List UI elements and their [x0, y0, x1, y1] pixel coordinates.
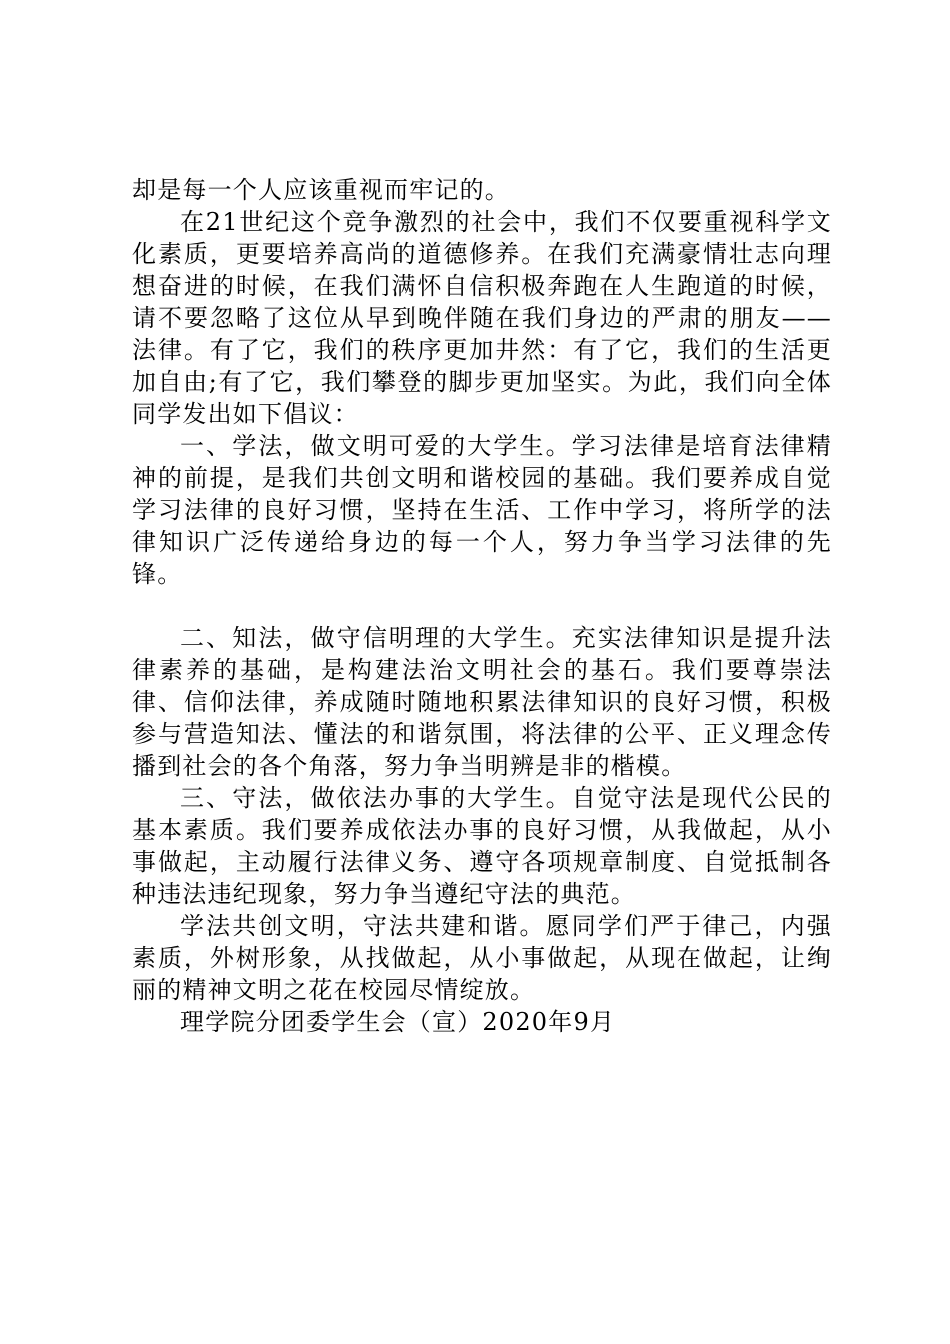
document-body: [132, 174, 832, 1038]
paragraph-proposal-3: 三、守法，做依法办事的大学生。自觉守法是现代公民的基本素质。我们要养成依法办事的良好习惯，从我做起，从小事做起，主动履行法律义务、遵守各项规章制度、自觉抵制各种违法违纪现象，努力争当遵纪守法的典范。: [132, 784, 832, 908]
paragraph-proposal-1: 一、学法，做文明可爱的大学生。学习法律是培育法律精神的前提，是我们共创文明和谐校园的基础。我们要养成自觉学习法律的良好习惯，坚持在生活、工作中学习，将所学的法律知识广泛传递给身边的每一个人，努力争当学习法律的先锋。: [132, 432, 832, 588]
signature-line: 理学院分团委学生会（宣）2020年9月: [180, 1008, 616, 1036]
paragraph-intro: 在21世纪这个竞争激烈的社会中，我们不仅要重视科学文化素质，更要培养高尚的道德修养。在我们充满豪情壮志向理想奋进的时候，在我们满怀自信积极奔跑在人生跑道的时候，请不要忽略了这位从早到晚伴随在我们身边的严肃的朋友——法律。有了它，我们的秩序更加井然：有了它，我们的生活更加自由;有了它，我们攀登的脚步更加坚实。为此，我们向全体同学发出如下倡议：: [132, 208, 832, 428]
paragraph-proposal-2: 二、知法，做守信明理的大学生。充实法律知识是提升法律素养的基础，是构建法治文明社会的基石。我们要尊崇法律、信仰法律，养成随时随地积累法律知识的良好习惯，积极参与营造知法、懂法的和谐氛围，将法律的公平、正义理念传播到社会的各个角落，努力争当明辨是非的楷模。: [132, 624, 832, 780]
paragraph-closing: 学法共创文明，守法共建和谐。愿同学们严于律己，内强素质，外树形象，从找做起，从小事做起，从现在做起，让绚丽的精神文明之花在校园尽情绽放。: [132, 912, 832, 1004]
paragraph-continuation: 却是每一个人应该重视而牢记的。: [132, 176, 510, 204]
